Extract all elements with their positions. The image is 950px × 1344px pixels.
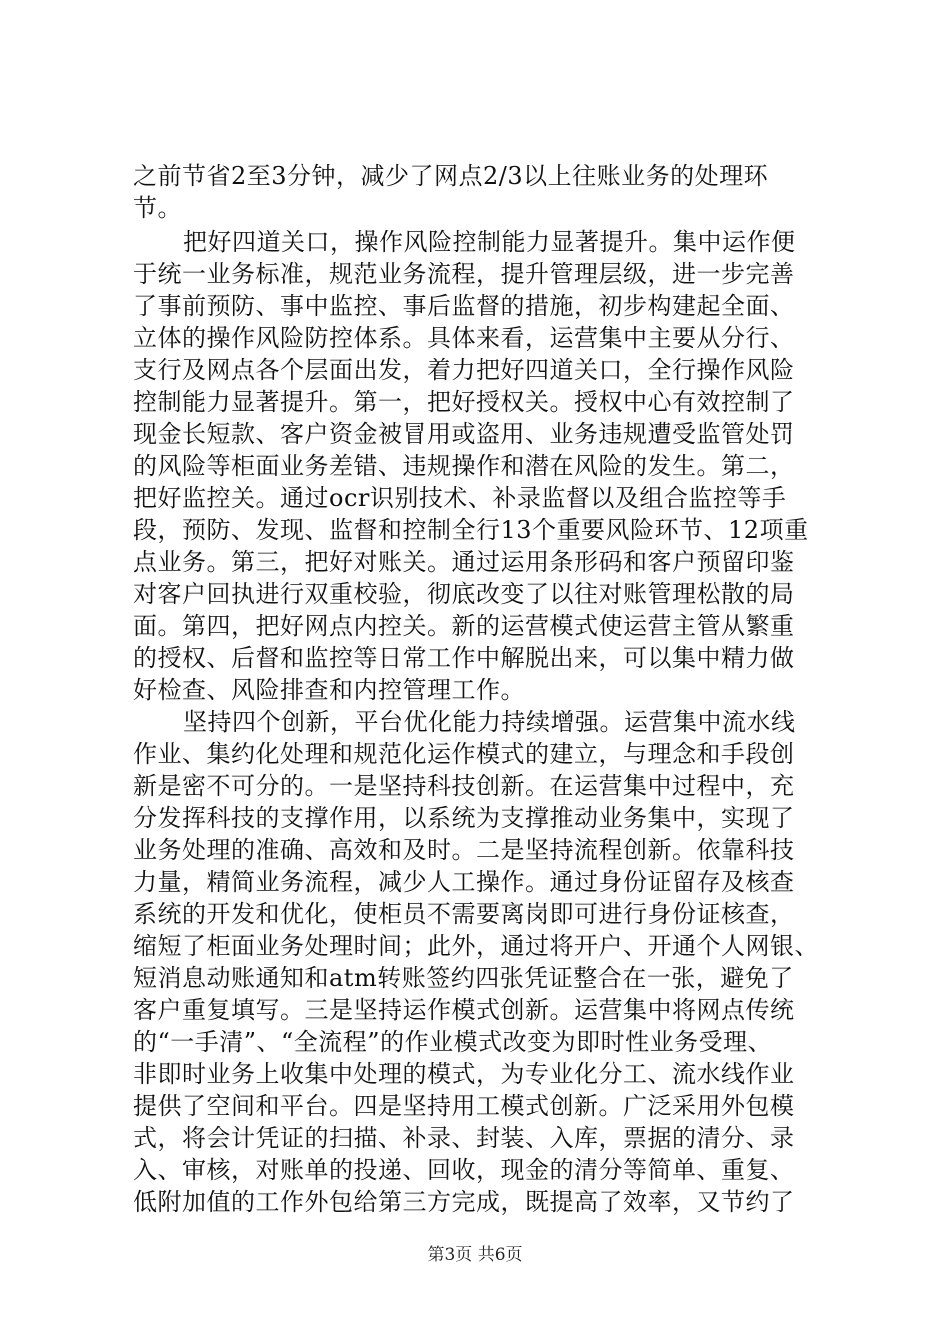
text-line: 支行及网点各个层面出发，着力把好四道关口，全行操作风险 [133, 356, 795, 384]
text-line: 之前节省2至3分钟，减少了网点2/3以上往账业务的处理环 [133, 162, 769, 190]
text-line: 的授权、后督和监控等日常工作中解脱出来，可以集中精力做 [133, 644, 795, 672]
text-line: 力量，精简业务流程，减少人工操作。通过身份证留存及核查 [133, 868, 795, 896]
text-line: 的“一手清”、“全流程”的作业模式改变为即时性业务受理、 [133, 1028, 773, 1056]
text-line: 客户重复填写。三是坚持运作模式创新。运营集中将网点传统 [133, 996, 795, 1024]
text-line: 低附加值的工作外包给第三方完成，既提高了效率，又节约了 [133, 1188, 795, 1216]
text-line: 段，预防、发现、监督和控制全行13个重要风险环节、12项重 [133, 516, 809, 544]
text-line: 业务处理的准确、高效和及时。二是坚持流程创新。依靠科技 [133, 836, 795, 864]
text-line: 立体的操作风险防控体系。具体来看，运营集中主要从分行、 [133, 324, 795, 352]
text-line: 好检查、风险排查和内控管理工作。 [133, 676, 525, 704]
page-number-footer: 第3页 共6页 [427, 1245, 523, 1265]
text-line: 非即时业务上收集中处理的模式，为专业化分工、流水线作业 [133, 1060, 795, 1088]
paragraph-start-line: 坚持四个创新，平台优化能力持续增强。运营集中流水线 [183, 708, 796, 736]
text-line: 缩短了柜面业务处理时间；此外，通过将开户、开通个人网银、 [133, 932, 819, 960]
text-line: 面。第四，把好网点内控关。新的运营模式使运营主管从繁重 [133, 612, 795, 640]
text-line: 入、审核，对账单的投递、回收，现金的清分等简单、重复、 [133, 1156, 795, 1184]
text-line: 点业务。第三，把好对账关。通过运用条形码和客户预留印鉴 [133, 548, 795, 576]
text-line: 于统一业务标准，规范业务流程，提升管理层级，进一步完善 [133, 260, 795, 288]
text-line: 节。 [133, 194, 182, 222]
text-line: 式，将会计凭证的扫描、补录、封装、入库，票据的清分、录 [133, 1124, 795, 1152]
text-line: 提供了空间和平台。四是坚持用工模式创新。广泛采用外包模 [133, 1092, 795, 1120]
text-line: 系统的开发和优化，使柜员不需要离岗即可进行身份证核查， [133, 900, 795, 928]
text-line: 控制能力显著提升。第一，把好授权关。授权中心有效控制了 [133, 388, 795, 416]
text-line: 新是密不可分的。一是坚持科技创新。在运营集中过程中，充 [133, 772, 795, 800]
text-line: 了事前预防、事中监控、事后监督的措施，初步构建起全面、 [133, 292, 795, 320]
text-line: 分发挥科技的支撑作用，以系统为支撑推动业务集中，实现了 [133, 804, 795, 832]
paragraph-start-line: 把好四道关口，操作风险控制能力显著提升。集中运作便 [183, 228, 796, 256]
text-line: 作业、集约化处理和规范化运作模式的建立，与理念和手段创 [133, 740, 795, 768]
text-line: 的风险等柜面业务差错、违规操作和潜在风险的发生。第二， [133, 452, 795, 480]
text-line: 对客户回执进行双重校验，彻底改变了以往对账管理松散的局 [133, 580, 795, 608]
text-line: 现金长短款、客户资金被冒用或盗用、业务违规遭受监管处罚 [133, 420, 795, 448]
text-line: 短消息动账通知和atm转账签约四张凭证整合在一张，避免了 [133, 964, 794, 992]
text-line: 把好监控关。通过ocr识别技术、补录监督以及组合监控等手 [133, 484, 787, 512]
